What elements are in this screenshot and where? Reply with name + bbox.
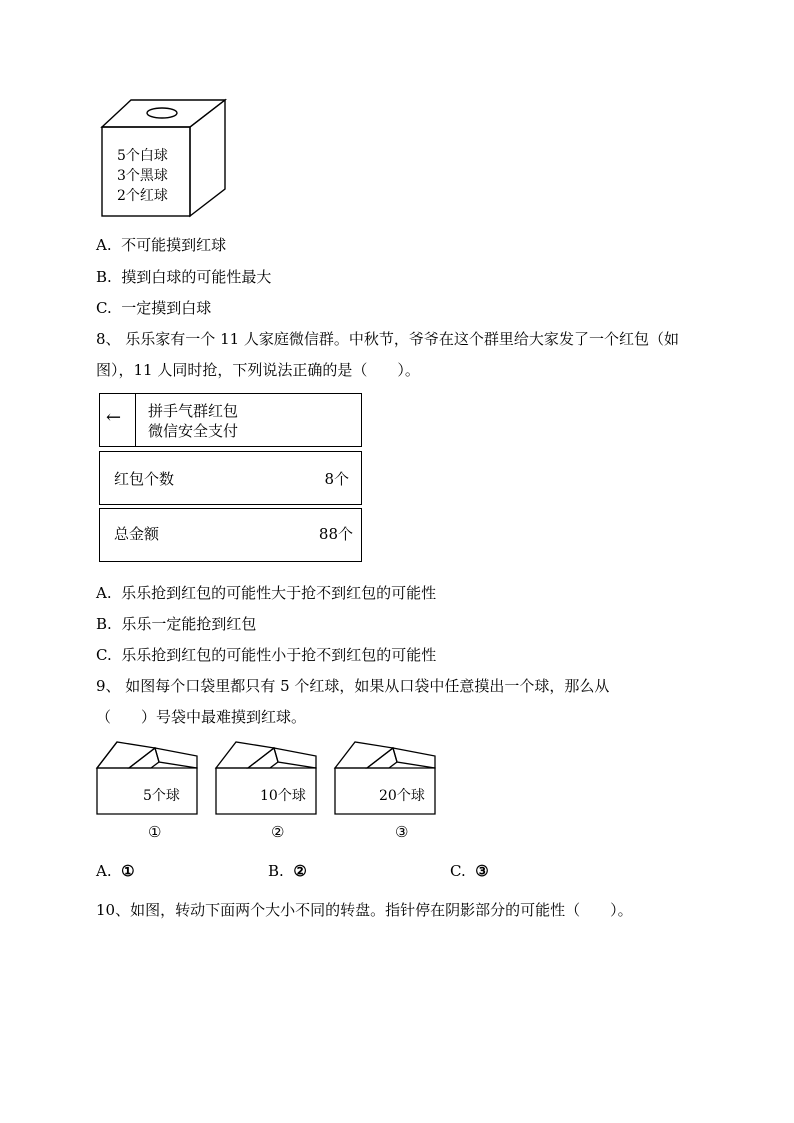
red-packet-title: 拼手气群红包 [148,402,239,420]
red-packet-subtitle: 微信安全支付 [148,422,239,440]
bag-2-number: ② [271,823,285,841]
bag-1-label: 5个球 [143,788,180,804]
bag-3-number: ③ [395,823,409,841]
bag-1-figure [95,740,205,820]
red-packet-amount-row [99,508,362,562]
q7-option-b: B. 摸到白球的可能性最大 [96,268,272,286]
q9-stem-line2: （ ）号袋中最难摸到红球。 [96,708,307,726]
back-arrow-icon: ← [100,394,136,446]
bag-3-figure [333,740,443,820]
box-line-1: 5个白球 [117,148,168,164]
bag-2-label: 10个球 [260,788,306,804]
q9-option-c: C. ③ [450,862,489,880]
q7-option-a: A. 不可能摸到红球 [96,236,227,254]
q7-option-c: C. 一定摸到白球 [96,299,212,317]
bag-3-label: 20个球 [379,788,425,804]
count-value: 8个 [324,470,349,488]
bag-1-number: ① [148,823,162,841]
q8-option-c: C. 乐乐抢到红包的可能性小于抢不到红包的可能性 [96,646,437,664]
q8-stem-line2: 图），11 人同时抢，下列说法正确的是（ ）。 [96,361,420,379]
count-label: 红包个数 [114,470,175,488]
ball-box-figure [95,96,230,221]
amount-label: 总金额 [114,525,160,543]
q8-option-b: B. 乐乐一定能抢到红包 [96,615,257,633]
q8-stem-line1: 8、 乐乐家有一个 11 人家庭微信群。中秋节，爷爷在这个群里给大家发了一个红包（如 [96,330,679,348]
box-line-2: 3个黑球 [117,168,168,184]
q8-option-a: A. 乐乐抢到红包的可能性大于抢不到红包的可能性 [96,584,437,602]
q9-option-a: A. ① [96,862,135,880]
bag-2-figure [214,740,324,820]
red-packet-count-row [99,451,362,505]
q9-option-b: B. ② [268,862,307,880]
amount-value: 88个 [318,525,353,543]
q10-stem-line1: 10、如图，转动下面两个大小不同的转盘。指针停在阴影部分的可能性（ ）。 [96,901,633,919]
q9-stem-line1: 9、 如图每个口袋里都只有 5 个红球，如果从口袋中任意摸出一个球，那么从 [96,677,610,695]
red-packet-header [99,393,362,447]
box-line-3: 2个红球 [117,188,168,204]
